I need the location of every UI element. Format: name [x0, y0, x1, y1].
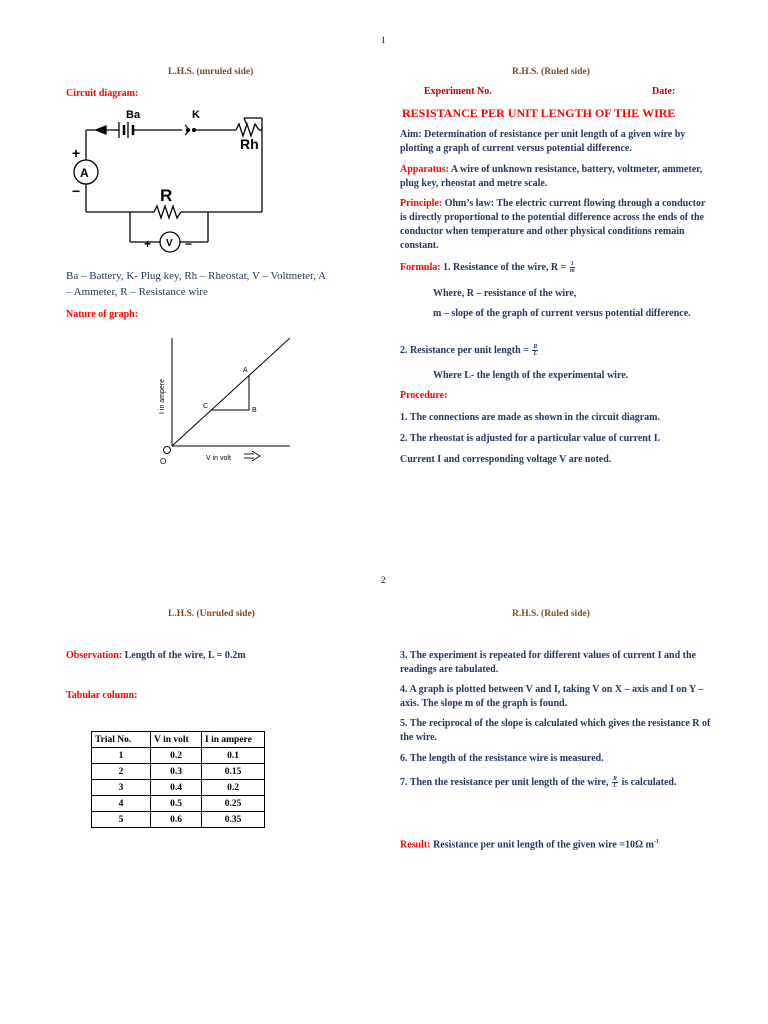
step7-fraction: $\frac{R}{L}$: [612, 776, 617, 790]
graph-point-c: C: [203, 403, 209, 410]
table-cell: 0.4: [151, 780, 202, 796]
procedure-step-5: 5. The reciprocal of the slope is calculated which gives the resistance R of the wire.: [400, 718, 711, 743]
ammeter-label: A: [80, 166, 89, 180]
table-header-cell: I in ampere: [202, 732, 265, 748]
experiment-no: Experiment No.: [424, 86, 492, 97]
table-cell: 0.6: [151, 812, 202, 828]
procedure-step-4: 4. A graph is plotted between V and I, taking V on X – axis and I on Y – axis. The slope m of the graph is found.: [400, 684, 704, 709]
arrow-right-icon: [244, 451, 260, 461]
rheostat-label: Rh: [240, 136, 259, 152]
aim-text: Aim: Determination of resistance per unit length of a given wire by plotting a graph of current versus potential difference.: [400, 129, 686, 154]
formula-2: [400, 344, 712, 358]
circuit-legend: Ba – Battery, K- Plug key, Rh – Rheostat, V – Voltmeter, A – Ammeter, R – Resistance wire: [66, 270, 326, 298]
formula2-fraction: $\frac{R}{L}$: [533, 344, 538, 358]
apparatus-block: [400, 163, 712, 191]
observation-block: [66, 649, 366, 663]
table-row: [92, 812, 265, 828]
procedure-label: Procedure:: [400, 390, 448, 401]
formula-label: Formula:: [400, 262, 441, 273]
result-label: Result:: [400, 839, 431, 851]
procedure-step-3: 3. The experiment is repeated for different values of current I and the readings are tabulated.: [400, 650, 696, 675]
graph-point-a: A: [243, 367, 248, 374]
apparatus-label: Apparatus:: [400, 164, 449, 175]
table-cell: 0.3: [151, 764, 202, 780]
step7-text-a: 7. Then the resistance per unit length of the wire,: [400, 777, 611, 788]
procedure-step-6: 6. The length of the resistance wire is measured.: [400, 753, 604, 764]
principle-block: [400, 197, 712, 253]
tabular-column-label: Tabular column:: [66, 690, 138, 701]
table-cell: 5: [92, 812, 151, 828]
formula1-fraction: $\frac{1}{m}$: [569, 261, 575, 275]
table-header-cell: V in volt: [151, 732, 202, 748]
table-cell: 0.2: [202, 780, 265, 796]
voltmeter-label: V: [166, 238, 173, 249]
graph-x-axis-label: V in volt: [206, 455, 231, 462]
where-m: m – slope of the graph of current versus potential difference.: [433, 308, 691, 319]
battery-label: Ba: [126, 109, 141, 121]
table-cell: 0.1: [202, 748, 265, 764]
procedure-step-1: 1. The connections are made as shown in the circuit diagram.: [400, 412, 661, 423]
formula2-text: 2. Resistance per unit length =: [400, 345, 532, 356]
where-r: Where, R – resistance of the wire,: [433, 288, 577, 299]
key-label: K: [192, 109, 200, 121]
table-cell: 0.2: [151, 748, 202, 764]
observation-text: Length of the wire, L = 0.2m: [122, 650, 246, 661]
table-row: [92, 748, 265, 764]
lhs-header-2: L.H.S. (Unruled side): [168, 609, 255, 619]
ammeter-minus: −: [72, 183, 81, 199]
ammeter-plus: +: [72, 145, 81, 161]
nature-of-graph-label: Nature of graph:: [66, 309, 139, 320]
principle-text: Ohm’s law: The electric current flowing through a conductor is directly proportional to the potential difference across the ends of the conductor when temperature and other physical conditions remain constant.: [400, 198, 706, 251]
table-row: [92, 764, 265, 780]
principle-label: Principle:: [400, 198, 443, 209]
circuit-diagram: [64, 104, 284, 254]
table-cell: 4: [92, 796, 151, 812]
voltmeter-minus: −: [185, 237, 193, 251]
page-number-2: 2: [381, 575, 386, 585]
table-row: [92, 796, 265, 812]
nature-graph: [150, 328, 290, 466]
rhs-header-1: R.H.S. (Ruled side): [512, 67, 590, 77]
observation-table: [91, 731, 265, 828]
table-cell: 0.15: [202, 764, 265, 780]
result-block: [400, 835, 730, 852]
result-superscript: -1: [653, 839, 659, 845]
procedure-step-7: [400, 775, 712, 791]
observation-label: Observation:: [66, 650, 123, 661]
apparatus-text: A wire of unknown resistance, battery, voltmeter, ammeter, plug key, rheostat and metre scale.: [400, 164, 703, 189]
table-cell: 1: [92, 748, 151, 764]
graph-origin: O: [160, 457, 167, 466]
lhs-header-1: L.H.S. (unruled side): [168, 67, 254, 77]
table-cell: 3: [92, 780, 151, 796]
graph-y-axis-label: I in ampere: [159, 378, 166, 414]
page-number-1: 1: [381, 35, 386, 45]
table-cell: 0.35: [202, 812, 265, 828]
table-header-row: [92, 732, 265, 748]
voltmeter-plus: +: [144, 237, 152, 251]
experiment-title: RESISTANCE PER UNIT LENGTH OF THE WIRE: [402, 106, 676, 120]
step7-text-b: is calculated.: [618, 777, 677, 788]
date-label: Date:: [652, 86, 676, 97]
result-text: Resistance per unit length of the given wire =10Ω m: [430, 839, 654, 851]
table-cell: 2: [92, 764, 151, 780]
rhs-header-2: R.H.S. (Ruled side): [512, 609, 590, 619]
circuit-diagram-label: Circuit diagram:: [66, 88, 139, 99]
where-l: Where L- the length of the experimental wire.: [433, 370, 629, 381]
table-cell: 0.5: [151, 796, 202, 812]
table-row: [92, 780, 265, 796]
formula1-text: 1. Resistance of the wire, R =: [440, 262, 569, 273]
resistance-label: R: [160, 186, 173, 205]
table-header-cell: Trial No.: [92, 732, 151, 748]
graph-point-b: B: [252, 407, 257, 414]
table-cell: 0.25: [202, 796, 265, 812]
procedure-step-2b: Current I and corresponding voltage V are noted.: [400, 454, 612, 465]
formula-1: [400, 261, 712, 275]
procedure-step-2: 2. The rheostat is adjusted for a particular value of current I.: [400, 433, 661, 444]
